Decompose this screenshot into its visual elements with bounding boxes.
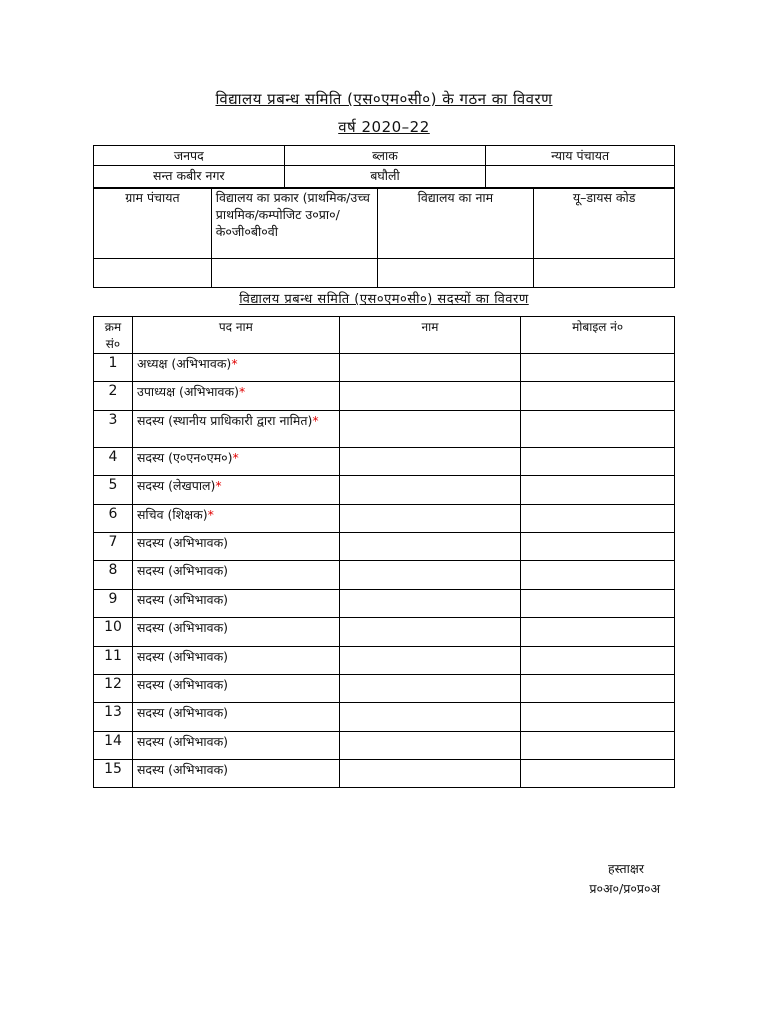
- block-label: ब्लाक: [284, 146, 486, 166]
- school-type-value[interactable]: [211, 259, 377, 288]
- district-label: जनपद: [94, 146, 285, 166]
- mobile-number-field[interactable]: [521, 476, 675, 504]
- members-section-title: विद्यालय प्रबन्ध समिति (एस०एम०सी०) सदस्यों का विवरण: [239, 292, 529, 307]
- school-name-label: विद्यालय का नाम: [377, 188, 534, 259]
- mobile-number-field[interactable]: [521, 504, 675, 532]
- mobile-number-field[interactable]: [521, 382, 675, 410]
- mobile-number-field[interactable]: [521, 354, 675, 382]
- nyay-panchayat-value[interactable]: [486, 166, 675, 189]
- table-row: [94, 532, 675, 560]
- post-name: उपाध्यक्ष (अभिभावक): [136, 384, 239, 400]
- mobile-number-field[interactable]: [521, 618, 675, 646]
- table-row: [94, 618, 675, 646]
- col-serial-header: क्रम सं०: [94, 317, 133, 354]
- post-cell: [132, 646, 339, 674]
- signature-label: हस्ताक्षर: [608, 861, 644, 876]
- post-name: सदस्य (अभिभावक): [136, 563, 229, 579]
- serial-number: 14: [94, 731, 133, 759]
- post-name: सदस्य (स्थानीय प्राधिकारी द्वारा नामित): [136, 412, 313, 428]
- col-post-header: पद नाम: [132, 317, 339, 354]
- post-name: सचिव (शिक्षक): [136, 506, 208, 522]
- member-name-field[interactable]: [339, 618, 521, 646]
- post-cell: [132, 504, 339, 532]
- serial-number: 13: [94, 703, 133, 731]
- school-name-value[interactable]: [377, 259, 534, 288]
- serial-number: 8: [94, 561, 133, 589]
- serial-number: 9: [94, 589, 133, 617]
- school-table: [93, 187, 675, 288]
- location-table: [93, 145, 675, 189]
- serial-number: 7: [94, 532, 133, 560]
- table-row: [94, 760, 675, 788]
- required-marker: *: [238, 384, 246, 400]
- member-name-field[interactable]: [339, 646, 521, 674]
- post-cell: [132, 561, 339, 589]
- member-name-field[interactable]: [339, 674, 521, 702]
- table-row: [94, 731, 675, 759]
- table-row: [94, 476, 675, 504]
- required-marker: *: [207, 506, 214, 522]
- table-row: [94, 561, 675, 589]
- serial-number: 4: [94, 447, 133, 475]
- mobile-number-field[interactable]: [521, 703, 675, 731]
- school-type-label: विद्यालय का प्रकार (प्राथमिक/उच्च प्राथमिक/कम्पोजिट उ०प्रा०/के०जी०बी०वी: [211, 188, 377, 259]
- signature-designation: प्र०अ०/प्र०प्र०अ: [589, 881, 660, 896]
- post-cell: [132, 589, 339, 617]
- member-name-field[interactable]: [339, 731, 521, 759]
- required-marker: *: [231, 356, 238, 371]
- udise-code-label: यू–डायस कोड: [534, 188, 675, 259]
- col-name-header: नाम: [339, 317, 521, 354]
- member-name-field[interactable]: [339, 354, 521, 382]
- form-title: विद्यालय प्रबन्ध समिति (एस०एम०सी०) के गठन का विवरण: [215, 90, 553, 108]
- udise-code-value[interactable]: [534, 259, 675, 288]
- gram-panchayat-value[interactable]: [94, 259, 212, 288]
- table-row: [94, 674, 675, 702]
- block-value[interactable]: बघौली: [284, 166, 486, 189]
- gram-panchayat-label: ग्राम पंचायत: [94, 188, 212, 259]
- post-name: सदस्य (अभिभावक): [136, 762, 229, 778]
- post-name: सदस्य (अभिभावक): [136, 733, 229, 749]
- post-cell: [132, 354, 339, 382]
- member-rows: [94, 354, 675, 788]
- serial-number: 11: [94, 646, 133, 674]
- post-name: सदस्य (लेखपाल): [136, 478, 216, 494]
- member-name-field[interactable]: [339, 532, 521, 560]
- serial-number: 10: [94, 618, 133, 646]
- mobile-number-field[interactable]: [521, 561, 675, 589]
- post-cell: [132, 703, 339, 731]
- post-cell: [132, 731, 339, 759]
- member-name-field[interactable]: [339, 561, 521, 589]
- member-name-field[interactable]: [339, 410, 521, 447]
- post-cell: [132, 476, 339, 504]
- serial-number: 6: [94, 504, 133, 532]
- post-name: सदस्य (अभिभावक): [136, 620, 229, 636]
- table-row: [94, 646, 675, 674]
- mobile-number-field[interactable]: [521, 410, 675, 447]
- table-row: [94, 703, 675, 731]
- post-cell: [132, 674, 339, 702]
- post-name: सदस्य (अभिभावक): [136, 705, 229, 721]
- member-name-field[interactable]: [339, 447, 521, 475]
- table-row: [94, 589, 675, 617]
- serial-number: 15: [94, 760, 133, 788]
- table-row: [94, 382, 675, 410]
- post-name: सदस्य (अभिभावक): [136, 676, 229, 692]
- table-row: [94, 504, 675, 532]
- post-cell: [132, 532, 339, 560]
- serial-number: 3: [94, 410, 133, 447]
- post-name: सदस्य (ए०एन०एम०): [136, 449, 233, 465]
- member-name-field[interactable]: [339, 589, 521, 617]
- required-marker: *: [215, 478, 222, 494]
- table-row: [94, 354, 675, 382]
- post-cell: [132, 760, 339, 788]
- mobile-number-field[interactable]: [521, 532, 675, 560]
- post-name: सदस्य (अभिभावक): [136, 591, 229, 607]
- mobile-number-field[interactable]: [521, 731, 675, 759]
- serial-number: 2: [94, 382, 133, 410]
- member-name-field[interactable]: [339, 504, 521, 532]
- post-name: सदस्य (अभिभावक): [136, 534, 229, 550]
- post-name: अध्यक्ष (अभिभावक): [136, 356, 232, 371]
- post-cell: [132, 618, 339, 646]
- form-year: वर्ष 2020–22: [338, 118, 430, 136]
- serial-number: 12: [94, 674, 133, 702]
- member-name-field[interactable]: [339, 760, 521, 788]
- district-value[interactable]: सन्त कबीर नगर: [94, 166, 285, 189]
- nyay-panchayat-label: न्याय पंचायत: [486, 146, 675, 166]
- table-row: [94, 410, 675, 447]
- mobile-number-field[interactable]: [521, 447, 675, 475]
- post-name: सदस्य (अभिभावक): [136, 648, 229, 664]
- mobile-number-field[interactable]: [521, 589, 675, 617]
- serial-number: 5: [94, 476, 133, 504]
- post-cell: [132, 410, 339, 447]
- members-table: [93, 316, 675, 788]
- mobile-number-field[interactable]: [521, 646, 675, 674]
- col-mobile-header: मोबाइल नं०: [521, 317, 675, 354]
- mobile-number-field[interactable]: [521, 760, 675, 788]
- required-marker: *: [232, 449, 239, 465]
- serial-number: 1: [94, 354, 133, 382]
- post-cell: [132, 382, 339, 410]
- member-name-field[interactable]: [339, 703, 521, 731]
- member-name-field[interactable]: [339, 382, 521, 410]
- table-row: [94, 447, 675, 475]
- mobile-number-field[interactable]: [521, 674, 675, 702]
- required-marker: *: [312, 412, 319, 428]
- post-cell: [132, 447, 339, 475]
- member-name-field[interactable]: [339, 476, 521, 504]
